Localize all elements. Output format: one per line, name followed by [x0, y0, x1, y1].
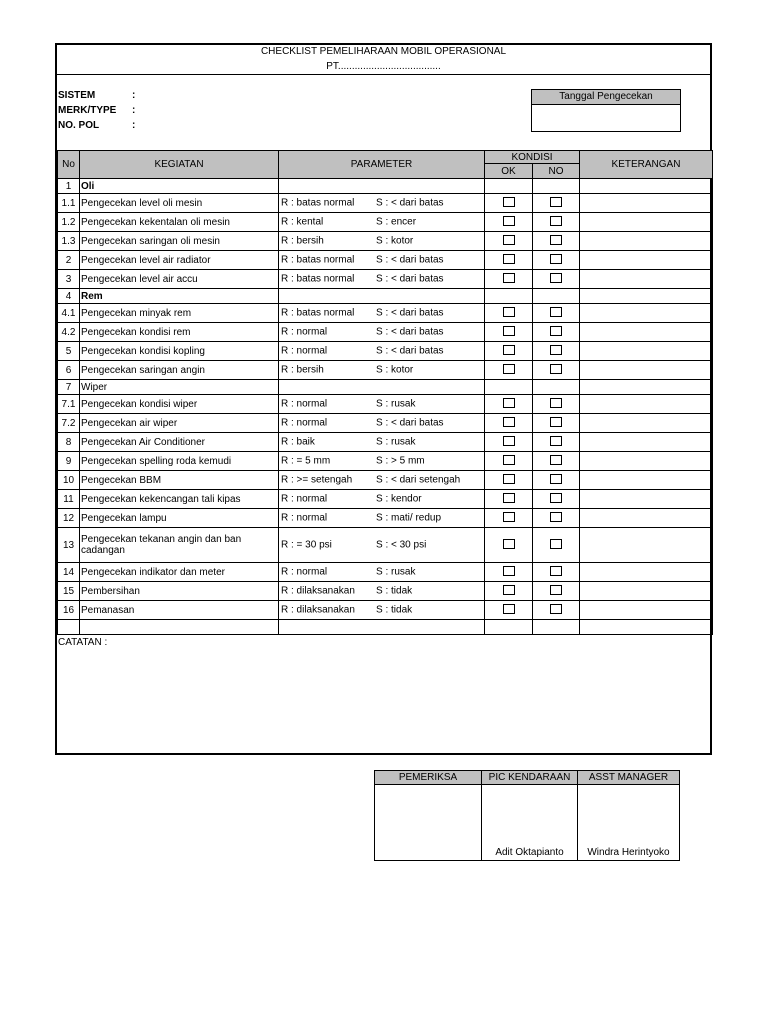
- parameter-r: R : normal: [281, 566, 328, 578]
- parameter-r: R : batas normal: [281, 307, 355, 319]
- row-parameter: [279, 601, 485, 620]
- parameter-r: R : normal: [281, 398, 328, 410]
- row-kegiatan: Pengecekan level air radiator: [80, 251, 279, 270]
- parameter-r: R : normal: [281, 493, 328, 505]
- checklist-row: [58, 251, 713, 270]
- row-ok-cell: [485, 452, 533, 471]
- row-parameter: [279, 361, 485, 380]
- row-ok-cell: [485, 342, 533, 361]
- row-keterangan: [580, 179, 713, 194]
- row-kegiatan: Rem: [80, 289, 279, 304]
- checklist-row: [58, 395, 713, 414]
- checklist-row: [58, 380, 713, 395]
- sig-pic-name: Adit Oktapianto: [482, 785, 578, 861]
- row-no-cell: [533, 270, 580, 289]
- row-kegiatan: Pengecekan kondisi rem: [80, 323, 279, 342]
- row-no-cell: [533, 342, 580, 361]
- row-kegiatan: Pengecekan lampu: [80, 509, 279, 528]
- row-keterangan: [580, 582, 713, 601]
- parameter-r: R : dilaksanakan: [281, 585, 355, 597]
- ok-checkbox[interactable]: [503, 539, 515, 549]
- row-parameter: [279, 620, 485, 635]
- parameter-s: S : > 5 mm: [376, 455, 425, 467]
- ok-checkbox[interactable]: [503, 512, 515, 522]
- parameter-r: R : baik: [281, 436, 315, 448]
- row-parameter: [279, 509, 485, 528]
- parameter-s: S : < dari batas: [376, 326, 444, 338]
- row-parameter: [279, 380, 485, 395]
- row-parameter: [279, 490, 485, 509]
- row-keterangan: [580, 232, 713, 251]
- row-number: 5: [58, 342, 80, 361]
- checklist-row: [58, 490, 713, 509]
- no-checkbox[interactable]: [550, 197, 562, 207]
- row-number: 2: [58, 251, 80, 270]
- parameter-s: S : encer: [376, 216, 417, 228]
- row-number: 1.1: [58, 194, 80, 213]
- no-checkbox[interactable]: [550, 585, 562, 595]
- parameter-s: S : < dari batas: [376, 345, 444, 357]
- row-number: 1: [58, 179, 80, 194]
- ok-checkbox[interactable]: [503, 307, 515, 317]
- row-number: 4: [58, 289, 80, 304]
- no-checkbox[interactable]: [550, 493, 562, 503]
- row-ok-cell: [485, 251, 533, 270]
- sig-header-manager: ASST MANAGER: [578, 771, 680, 785]
- row-parameter: [279, 232, 485, 251]
- row-kegiatan: Wiper: [80, 380, 279, 395]
- row-number: 3: [58, 270, 80, 289]
- ok-checkbox[interactable]: [503, 417, 515, 427]
- parameter-s: S : tidak: [376, 604, 413, 616]
- parameter-s: S : kotor: [376, 235, 414, 247]
- ok-checkbox[interactable]: [503, 254, 515, 264]
- row-number: 14: [58, 563, 80, 582]
- row-number: 1.2: [58, 213, 80, 232]
- ok-checkbox[interactable]: [503, 364, 515, 374]
- row-number: 15: [58, 582, 80, 601]
- row-no-cell: [533, 380, 580, 395]
- row-ok-cell: [485, 289, 533, 304]
- header-ok: OK: [485, 164, 533, 179]
- row-parameter: [279, 395, 485, 414]
- row-keterangan: [580, 380, 713, 395]
- row-keterangan: [580, 323, 713, 342]
- company-name: PT.....................................: [326, 61, 441, 72]
- header-no: No: [58, 151, 80, 179]
- no-checkbox[interactable]: [550, 455, 562, 465]
- no-checkbox[interactable]: [550, 566, 562, 576]
- parameter-s: S : < dari batas: [376, 197, 444, 209]
- row-number: 12: [58, 509, 80, 528]
- row-no-cell: [533, 194, 580, 213]
- row-kegiatan: Pengecekan tekanan angin dan ban cadangan: [80, 528, 279, 563]
- sistem-field: [58, 90, 136, 101]
- colon: :: [132, 120, 136, 131]
- row-kegiatan: Pengecekan kekencangan tali kipas: [80, 490, 279, 509]
- parameter-r: R : dilaksanakan: [281, 604, 355, 616]
- no-checkbox[interactable]: [550, 398, 562, 408]
- header-kegiatan: KEGIATAN: [80, 151, 279, 179]
- tanggal-box: [531, 89, 681, 132]
- header-kondisi: KONDISI: [485, 151, 580, 164]
- tanggal-label: Tanggal Pengecekan: [532, 90, 680, 105]
- checklist-row: [58, 232, 713, 251]
- row-number: 7: [58, 380, 80, 395]
- row-no-cell: [533, 361, 580, 380]
- row-no-cell: [533, 304, 580, 323]
- row-parameter: [279, 323, 485, 342]
- no-checkbox[interactable]: [550, 474, 562, 484]
- row-parameter: [279, 452, 485, 471]
- no-checkbox[interactable]: [550, 273, 562, 283]
- ok-checkbox[interactable]: [503, 273, 515, 283]
- sig-pemeriksa: [375, 785, 482, 861]
- row-parameter: [279, 213, 485, 232]
- ok-checkbox[interactable]: [503, 474, 515, 484]
- row-no-cell: [533, 601, 580, 620]
- no-checkbox[interactable]: [550, 254, 562, 264]
- parameter-s: S : < dari setengah: [376, 474, 461, 486]
- row-parameter: [279, 179, 485, 194]
- parameter-s: S : rusak: [376, 398, 416, 410]
- no-checkbox[interactable]: [550, 345, 562, 355]
- parameter-r: R : bersih: [281, 235, 324, 247]
- row-parameter: [279, 289, 485, 304]
- nopol-field: [58, 120, 136, 131]
- checklist-row: [58, 433, 713, 452]
- row-number: 7.2: [58, 414, 80, 433]
- row-ok-cell: [485, 361, 533, 380]
- ok-checkbox[interactable]: [503, 398, 515, 408]
- header-keterangan: KETERANGAN: [580, 151, 713, 179]
- parameter-r: R : batas normal: [281, 273, 355, 285]
- ok-checkbox[interactable]: [503, 455, 515, 465]
- row-keterangan: [580, 528, 713, 563]
- ok-checkbox[interactable]: [503, 235, 515, 245]
- row-ok-cell: [485, 323, 533, 342]
- row-kegiatan: Pengecekan Air Conditioner: [80, 433, 279, 452]
- ok-checkbox[interactable]: [503, 604, 515, 614]
- row-kegiatan: Pengecekan level air accu: [80, 270, 279, 289]
- no-checkbox[interactable]: [550, 364, 562, 374]
- row-ok-cell: [485, 395, 533, 414]
- row-no-cell: [533, 452, 580, 471]
- row-number: [58, 620, 80, 635]
- checklist-row: [58, 361, 713, 380]
- no-checkbox[interactable]: [550, 436, 562, 446]
- parameter-s: S : tidak: [376, 585, 413, 597]
- checklist-row: [58, 563, 713, 582]
- row-kegiatan: Oli: [80, 179, 279, 194]
- row-no-cell: [533, 509, 580, 528]
- checklist-row: [58, 620, 713, 635]
- row-keterangan: [580, 620, 713, 635]
- row-no-cell: [533, 289, 580, 304]
- row-keterangan: [580, 509, 713, 528]
- parameter-r: R : = 5 mm: [281, 455, 331, 467]
- row-no-cell: [533, 179, 580, 194]
- row-parameter: [279, 471, 485, 490]
- sig-header-pic: PIC KENDARAAN: [482, 771, 578, 785]
- row-number: 11: [58, 490, 80, 509]
- row-keterangan: [580, 304, 713, 323]
- row-no-cell: [533, 395, 580, 414]
- parameter-s: S : < dari batas: [376, 273, 444, 285]
- row-keterangan: [580, 342, 713, 361]
- row-ok-cell: [485, 270, 533, 289]
- row-ok-cell: [485, 433, 533, 452]
- row-ok-cell: [485, 380, 533, 395]
- row-no-cell: [533, 251, 580, 270]
- row-kegiatan: Pengecekan minyak rem: [80, 304, 279, 323]
- ok-checkbox[interactable]: [503, 326, 515, 336]
- row-ok-cell: [485, 232, 533, 251]
- row-parameter: [279, 270, 485, 289]
- parameter-r: R : = 30 psi: [281, 539, 332, 551]
- row-number: 13: [58, 528, 80, 563]
- parameter-r: R : normal: [281, 345, 328, 357]
- parameter-r: R : normal: [281, 417, 328, 429]
- checklist-row: [58, 304, 713, 323]
- row-ok-cell: [485, 582, 533, 601]
- checklist-row: [58, 179, 713, 194]
- checklist-rows: [58, 179, 713, 635]
- row-keterangan: [580, 289, 713, 304]
- checklist-row: [58, 270, 713, 289]
- sistem-label: SISTEM: [58, 90, 96, 101]
- colon: :: [132, 90, 136, 101]
- row-ok-cell: [485, 620, 533, 635]
- checklist-row: [58, 509, 713, 528]
- row-ok-cell: [485, 414, 533, 433]
- row-number: 9: [58, 452, 80, 471]
- sig-header-pemeriksa: PEMERIKSA: [375, 771, 482, 785]
- row-keterangan: [580, 471, 713, 490]
- checklist-row: [58, 601, 713, 620]
- parameter-r: R : batas normal: [281, 197, 355, 209]
- checklist-table: [57, 150, 713, 635]
- row-kegiatan: Pengecekan level oli mesin: [80, 194, 279, 213]
- row-keterangan: [580, 251, 713, 270]
- no-checkbox[interactable]: [550, 216, 562, 226]
- row-parameter: [279, 342, 485, 361]
- row-kegiatan: Pengecekan indikator dan meter: [80, 563, 279, 582]
- parameter-s: S : < dari batas: [376, 417, 444, 429]
- row-parameter: [279, 528, 485, 563]
- parameter-s: S : < dari batas: [376, 254, 444, 266]
- row-number: 4.1: [58, 304, 80, 323]
- row-keterangan: [580, 194, 713, 213]
- no-checkbox[interactable]: [550, 326, 562, 336]
- row-ok-cell: [485, 304, 533, 323]
- row-no-cell: [533, 232, 580, 251]
- row-parameter: [279, 304, 485, 323]
- checklist-row: [58, 471, 713, 490]
- row-kegiatan: [80, 620, 279, 635]
- row-number: 6: [58, 361, 80, 380]
- row-parameter: [279, 563, 485, 582]
- row-ok-cell: [485, 213, 533, 232]
- parameter-r: R : normal: [281, 326, 328, 338]
- parameter-r: R : bersih: [281, 364, 324, 376]
- row-ok-cell: [485, 528, 533, 563]
- colon: :: [132, 105, 136, 116]
- row-ok-cell: [485, 509, 533, 528]
- sig-manager-name: Windra Herintyoko: [578, 785, 680, 861]
- row-keterangan: [580, 452, 713, 471]
- row-no-cell: [533, 582, 580, 601]
- parameter-s: S : < 30 psi: [376, 539, 427, 551]
- form-title: CHECKLIST PEMELIHARAAN MOBIL OPERASIONAL: [260, 46, 507, 57]
- checklist-row: [58, 323, 713, 342]
- row-kegiatan: Pengecekan kondisi kopling: [80, 342, 279, 361]
- row-kegiatan: Pembersihan: [80, 582, 279, 601]
- row-ok-cell: [485, 601, 533, 620]
- ok-checkbox[interactable]: [503, 566, 515, 576]
- row-kegiatan: Pengecekan air wiper: [80, 414, 279, 433]
- ok-checkbox[interactable]: [503, 436, 515, 446]
- checklist-form: [55, 43, 712, 755]
- checklist-row: [58, 528, 713, 563]
- parameter-s: S : < dari batas: [376, 307, 444, 319]
- parameter-s: S : rusak: [376, 436, 416, 448]
- row-kegiatan: Pengecekan BBM: [80, 471, 279, 490]
- row-kegiatan: Pengecekan saringan oli mesin: [80, 232, 279, 251]
- row-parameter: [279, 582, 485, 601]
- checklist-row: [58, 289, 713, 304]
- merk-field: [58, 105, 136, 116]
- row-no-cell: [533, 471, 580, 490]
- row-no-cell: [533, 528, 580, 563]
- nopol-label: NO. POL: [58, 120, 100, 131]
- ok-checkbox[interactable]: [503, 345, 515, 355]
- checklist-row: [58, 342, 713, 361]
- parameter-s: S : kendor: [376, 493, 422, 505]
- parameter-r: R : >= setengah: [281, 474, 353, 486]
- row-no-cell: [533, 213, 580, 232]
- row-keterangan: [580, 213, 713, 232]
- row-number: 8: [58, 433, 80, 452]
- ok-checkbox[interactable]: [503, 585, 515, 595]
- no-checkbox[interactable]: [550, 235, 562, 245]
- row-kegiatan: Pengecekan kondisi wiper: [80, 395, 279, 414]
- merk-label: MERK/TYPE: [58, 105, 117, 116]
- row-keterangan: [580, 433, 713, 452]
- no-checkbox[interactable]: [550, 512, 562, 522]
- row-ok-cell: [485, 563, 533, 582]
- no-checkbox[interactable]: [550, 417, 562, 427]
- ok-checkbox[interactable]: [503, 216, 515, 226]
- row-keterangan: [580, 270, 713, 289]
- row-number: 16: [58, 601, 80, 620]
- checklist-row: [58, 452, 713, 471]
- checklist-row: [58, 194, 713, 213]
- row-no-cell: [533, 563, 580, 582]
- parameter-s: S : mati/ redup: [376, 512, 442, 524]
- row-parameter: [279, 194, 485, 213]
- row-kegiatan: Pemanasan: [80, 601, 279, 620]
- row-keterangan: [580, 361, 713, 380]
- row-no-cell: [533, 490, 580, 509]
- row-number: 10: [58, 471, 80, 490]
- row-keterangan: [580, 490, 713, 509]
- ok-checkbox[interactable]: [503, 197, 515, 207]
- row-parameter: [279, 414, 485, 433]
- no-checkbox[interactable]: [550, 539, 562, 549]
- row-parameter: [279, 251, 485, 270]
- checklist-row: [58, 582, 713, 601]
- row-kegiatan: Pengecekan spelling roda kemudi: [80, 452, 279, 471]
- catatan-label: CATATAN :: [58, 637, 108, 648]
- checklist-row: [58, 213, 713, 232]
- header-no-kondisi: NO: [533, 164, 580, 179]
- signature-table: [374, 770, 680, 861]
- row-no-cell: [533, 323, 580, 342]
- title-divider: [57, 74, 710, 75]
- row-number: 1.3: [58, 232, 80, 251]
- no-checkbox[interactable]: [550, 307, 562, 317]
- row-keterangan: [580, 563, 713, 582]
- no-checkbox[interactable]: [550, 604, 562, 614]
- parameter-r: R : normal: [281, 512, 328, 524]
- parameter-r: R : batas normal: [281, 254, 355, 266]
- row-no-cell: [533, 620, 580, 635]
- parameter-s: S : kotor: [376, 364, 414, 376]
- row-no-cell: [533, 414, 580, 433]
- row-parameter: [279, 433, 485, 452]
- ok-checkbox[interactable]: [503, 493, 515, 503]
- row-kegiatan: Pengecekan kekentalan oli mesin: [80, 213, 279, 232]
- row-ok-cell: [485, 179, 533, 194]
- header-parameter: PARAMETER: [279, 151, 485, 179]
- row-ok-cell: [485, 471, 533, 490]
- row-ok-cell: [485, 490, 533, 509]
- row-ok-cell: [485, 194, 533, 213]
- row-number: 4.2: [58, 323, 80, 342]
- checklist-row: [58, 414, 713, 433]
- row-keterangan: [580, 414, 713, 433]
- parameter-r: R : kental: [281, 216, 324, 228]
- row-number: 7.1: [58, 395, 80, 414]
- row-no-cell: [533, 433, 580, 452]
- row-kegiatan: Pengecekan saringan angin: [80, 361, 279, 380]
- row-keterangan: [580, 395, 713, 414]
- parameter-s: S : rusak: [376, 566, 416, 578]
- row-keterangan: [580, 601, 713, 620]
